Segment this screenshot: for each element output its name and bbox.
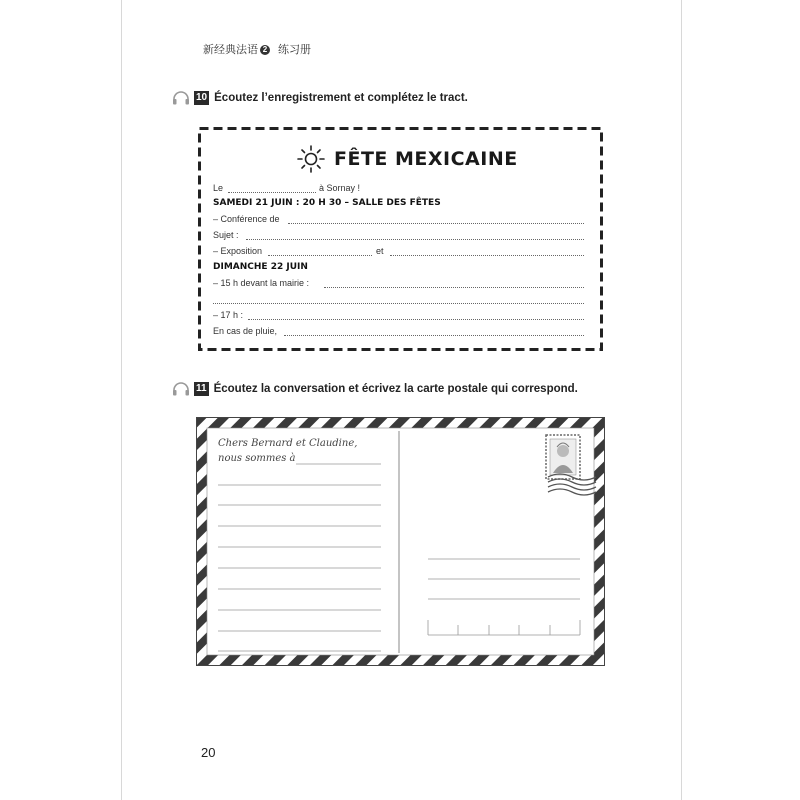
exercise-number: 10 — [196, 92, 208, 103]
blank-fifteen[interactable] — [324, 287, 584, 288]
fifteen-label: – 15 h devant la mairie : — [213, 278, 310, 288]
blank-conference[interactable] — [288, 223, 584, 224]
line-le-label: Le — [213, 183, 224, 193]
book-title: 新经典法语 — [203, 44, 258, 56]
section-label: 练习册 — [278, 44, 311, 56]
headphones-icon — [172, 382, 190, 396]
tract-flyer — [198, 127, 603, 351]
exercise-number: 11 — [196, 383, 207, 394]
exercise-10-title — [172, 91, 468, 105]
saturday-heading: SAMEDI 21 JUIN : 20 H 30 – SALLE DES FÊTES — [213, 198, 441, 208]
sunday-heading: DIMANCHE 22 JUIN — [213, 262, 308, 272]
workbook-page — [121, 0, 682, 800]
page-number: 20 — [201, 745, 216, 760]
seventeen-label: – 17 h : — [213, 310, 244, 320]
sujet-label: Sujet : — [213, 230, 239, 240]
postcard-greeting: Chers Bernard et Claudine, — [218, 438, 358, 449]
blank-le[interactable] — [228, 192, 316, 193]
tract-heading — [294, 144, 518, 174]
exercise-instruction: Écoutez la conversation et écrivez la carte postale qui correspond. — [213, 383, 578, 395]
running-header — [203, 41, 311, 57]
headphones-icon — [172, 91, 190, 105]
exposition-label: – Exposition — [213, 246, 263, 256]
blank-exposition-1[interactable] — [268, 255, 372, 256]
blank-rain[interactable] — [284, 335, 584, 336]
blank-seventeen[interactable] — [248, 319, 584, 320]
exercise-instruction: Écoutez l’enregistrement et complétez le tract. — [214, 92, 468, 104]
et-label: et — [376, 246, 384, 256]
postcard — [196, 417, 605, 666]
tract-title: FÊTE MEXICAINE — [334, 148, 518, 170]
blank-exposition-2[interactable] — [390, 255, 584, 256]
blank-fifteen-cont[interactable] — [213, 303, 584, 304]
sun-icon — [294, 144, 328, 174]
rain-label: En cas de pluie, — [213, 326, 278, 336]
blank-sujet[interactable] — [246, 239, 584, 240]
volume-badge: 2 — [260, 45, 270, 55]
line-sornay-label: à Sornay ! — [319, 183, 361, 193]
exercise-11-title — [172, 382, 578, 396]
conference-label: – Conférence de — [213, 214, 280, 224]
postcard-opening: nous sommes à — [218, 453, 296, 464]
